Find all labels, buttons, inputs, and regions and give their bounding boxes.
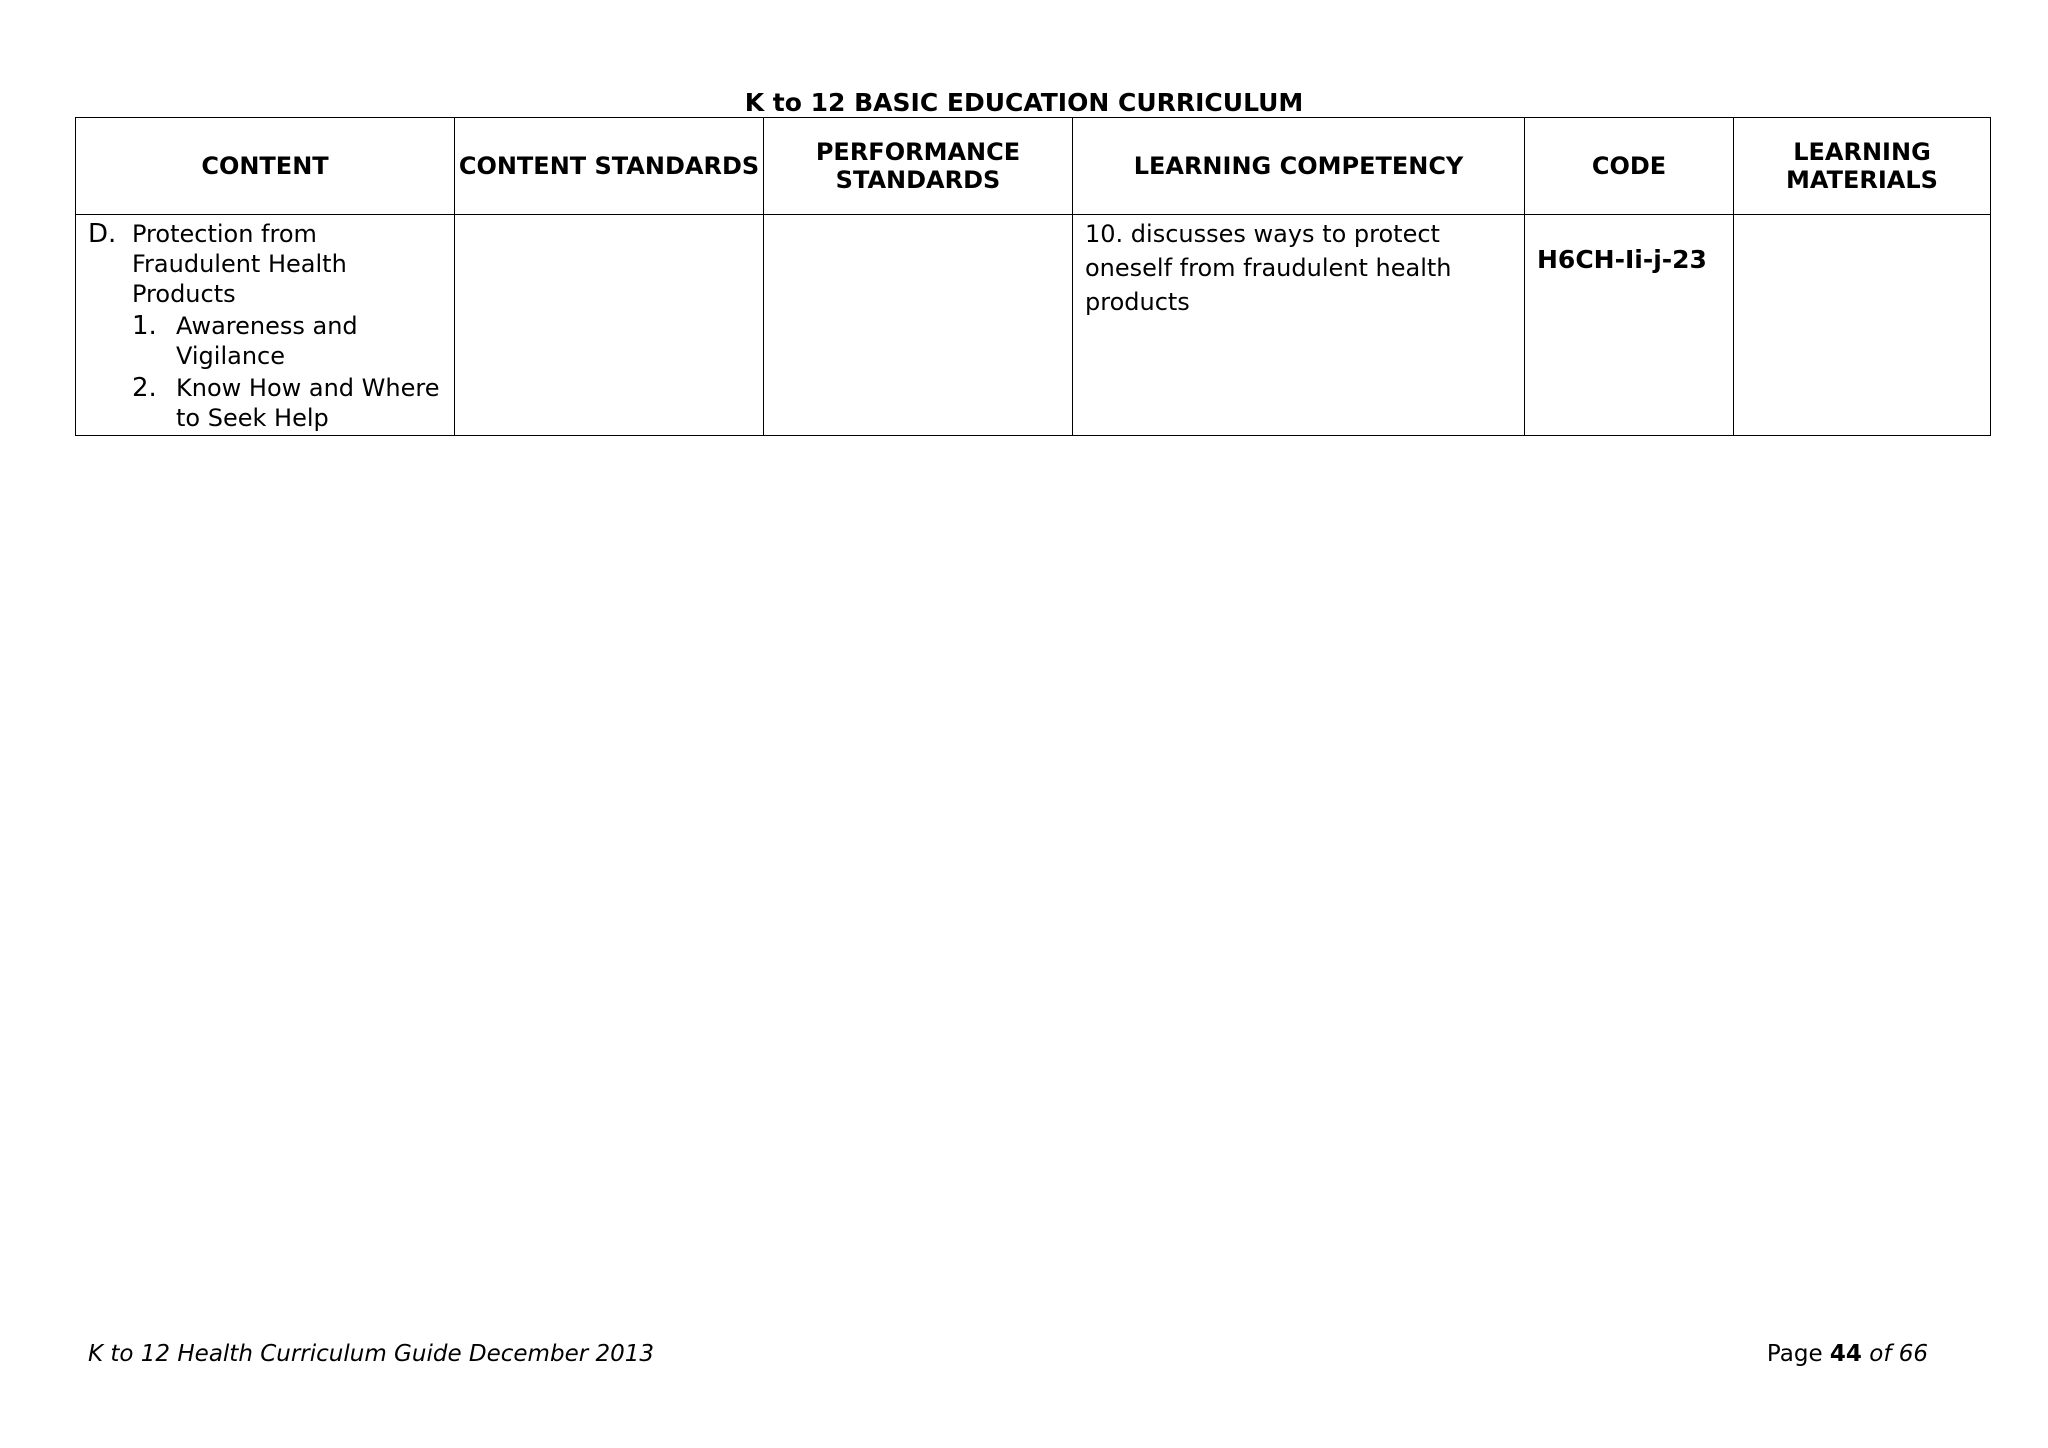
sub-item-text: Know How and Where to Seek Help [176,374,440,432]
header-content: CONTENT [76,118,455,215]
footer-page-info [1767,1340,1928,1368]
learning-competency-cell [1073,215,1525,436]
header-code: CODE [1525,118,1734,215]
content-item [88,219,444,309]
header-learning-materials: LEARNING MATERIALS [1734,118,1991,215]
table-header-row [76,118,1991,215]
table-row [76,215,1991,436]
curriculum-table [75,117,1991,436]
header-learning-competency: LEARNING COMPETENCY [1073,118,1525,215]
content-item-marker: D. [88,219,117,249]
footer-guide-title: K to 12 Health Curriculum Guide December 2013 [88,1341,655,1367]
content-cell [76,215,455,436]
page-label: Page [1766,1341,1823,1367]
page-total: of 66 [1869,1341,1928,1367]
content-item-text: Protection from Fraudulent Health Products [132,220,347,308]
code-text: H6CH-Ii-j-23 [1537,245,1707,274]
list-item [132,311,444,371]
content-standards-cell [455,215,764,436]
sub-item-text: Awareness and Vigilance [176,312,358,370]
code-cell [1525,215,1734,436]
content-sub-list [132,311,444,433]
header-performance-standards: PERFORMANCE STANDARDS [764,118,1073,215]
learning-competency-text: 10. discusses ways to protect oneself from fraudulent health products [1085,220,1452,316]
sub-item-marker: 1. [132,311,157,341]
page-number: 44 [1829,1341,1862,1367]
list-item [132,373,444,433]
header-content-standards: CONTENT STANDARDS [455,118,764,215]
sub-item-marker: 2. [132,373,157,403]
performance-standards-cell [764,215,1073,436]
learning-materials-cell [1734,215,1991,436]
page-title: K to 12 BASIC EDUCATION CURRICULUM [744,88,1304,117]
